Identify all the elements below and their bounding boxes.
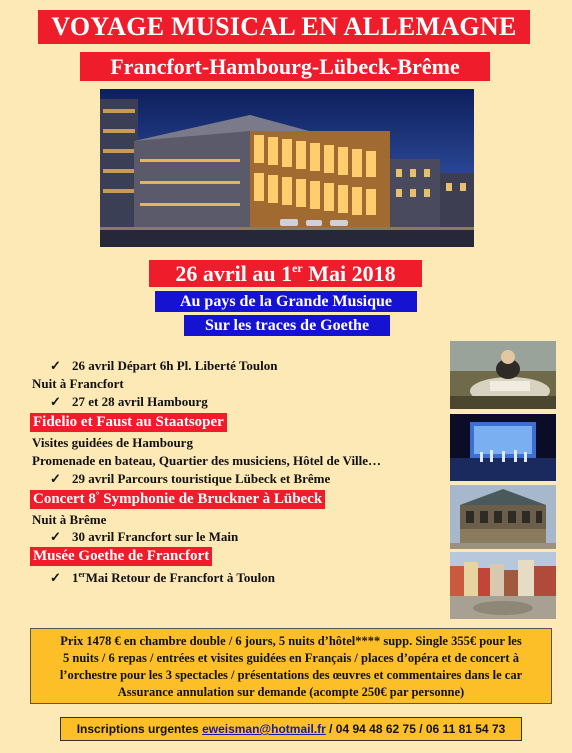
flyer-title: VOYAGE MUSICAL EN ALLEMAGNE <box>38 10 530 44</box>
tagline-goethe: Sur les traces de Goethe <box>184 315 390 336</box>
itinerary-text: 30 avril Francfort sur le Main <box>72 529 239 544</box>
itinerary-item-4 <box>50 529 238 545</box>
contact-phones: / 04 94 48 62 75 / 06 11 81 54 73 <box>325 722 506 736</box>
cities-subtitle: Francfort-Hambourg-Lübeck-Brême <box>80 52 490 81</box>
pricing-line-4: Assurance annulation sur demande (acompte 250€ par personne) <box>117 685 465 699</box>
highlight-bruckner <box>30 490 325 509</box>
contact-email-link[interactable]: eweisman@hotmail.fr <box>202 722 326 736</box>
itinerary-item-2 <box>50 394 208 410</box>
contact-label: Inscriptions urgentes <box>76 722 203 736</box>
date-start: 26 avril au 1 <box>175 261 293 286</box>
itinerary-note-3: Promenade en bateau, Quartier des musiciens, Hôtel de Ville… <box>32 453 382 468</box>
itinerary-text: 27 et 28 avril Hambourg <box>72 394 208 409</box>
checkmark-icon: ✓ <box>50 570 61 585</box>
tagline-music: Au pays de la Grande Musique <box>155 291 417 312</box>
travel-dates <box>149 260 422 287</box>
itinerary-note-2: Visites guidées de Hambourg <box>32 435 193 450</box>
itinerary-note-1: Nuit à Francfort <box>32 376 124 391</box>
itinerary-note-4: Nuit à Brême <box>32 512 107 527</box>
highlight-text: Concert 8 <box>33 491 96 507</box>
highlight-goethe-museum: Musée Goethe de Francfort <box>30 547 212 566</box>
itinerary-text: 29 avril Parcours touristique Lübeck et Brême <box>72 471 331 486</box>
ordinal-suffix: er <box>78 570 86 579</box>
contact-box <box>60 717 522 741</box>
highlight-text: Symphonie de Bruckner à Lübeck <box>99 491 323 507</box>
itinerary-item-5 <box>50 570 275 586</box>
highlight-staatsoper: Fidelio et Faust au Staatsoper <box>30 413 227 432</box>
pricing-line-1: Prix 1478 € en chambre double / 6 jours, 5 nuits d’hôtel**** supp. Single 355€ pour les <box>60 634 522 648</box>
checkmark-icon: ✓ <box>50 394 61 409</box>
staatsoper-stage-photo <box>450 414 556 481</box>
itinerary-text: Mai Retour de Francfort à Toulon <box>85 570 275 585</box>
date-ordinal: er <box>292 261 303 275</box>
pricing-line-3: l’orchestre pour les 3 spectacles / présentations des œuvres et commentaires dans le car <box>59 668 523 682</box>
itinerary-item-3 <box>50 471 330 487</box>
checkmark-icon: ✓ <box>50 471 61 486</box>
pricing-box <box>30 628 552 704</box>
degree-sign: ° <box>95 490 100 500</box>
opera-house-photo <box>100 89 474 247</box>
itinerary-text: 1 <box>72 570 79 585</box>
bremen-square-photo <box>450 552 556 619</box>
pricing-line-2: 5 nuits / 6 repas / entrées et visites guidées en Français / places d’opéra et de concert à <box>63 651 519 665</box>
bremen-town-hall-photo <box>450 485 556 549</box>
goethe-painting-photo <box>450 341 556 409</box>
date-end: Mai 2018 <box>302 261 396 286</box>
itinerary-text: 26 avril Départ 6h Pl. Liberté Toulon <box>72 358 278 373</box>
itinerary-item-1 <box>50 358 277 374</box>
checkmark-icon: ✓ <box>50 529 61 544</box>
checkmark-icon: ✓ <box>50 358 61 373</box>
